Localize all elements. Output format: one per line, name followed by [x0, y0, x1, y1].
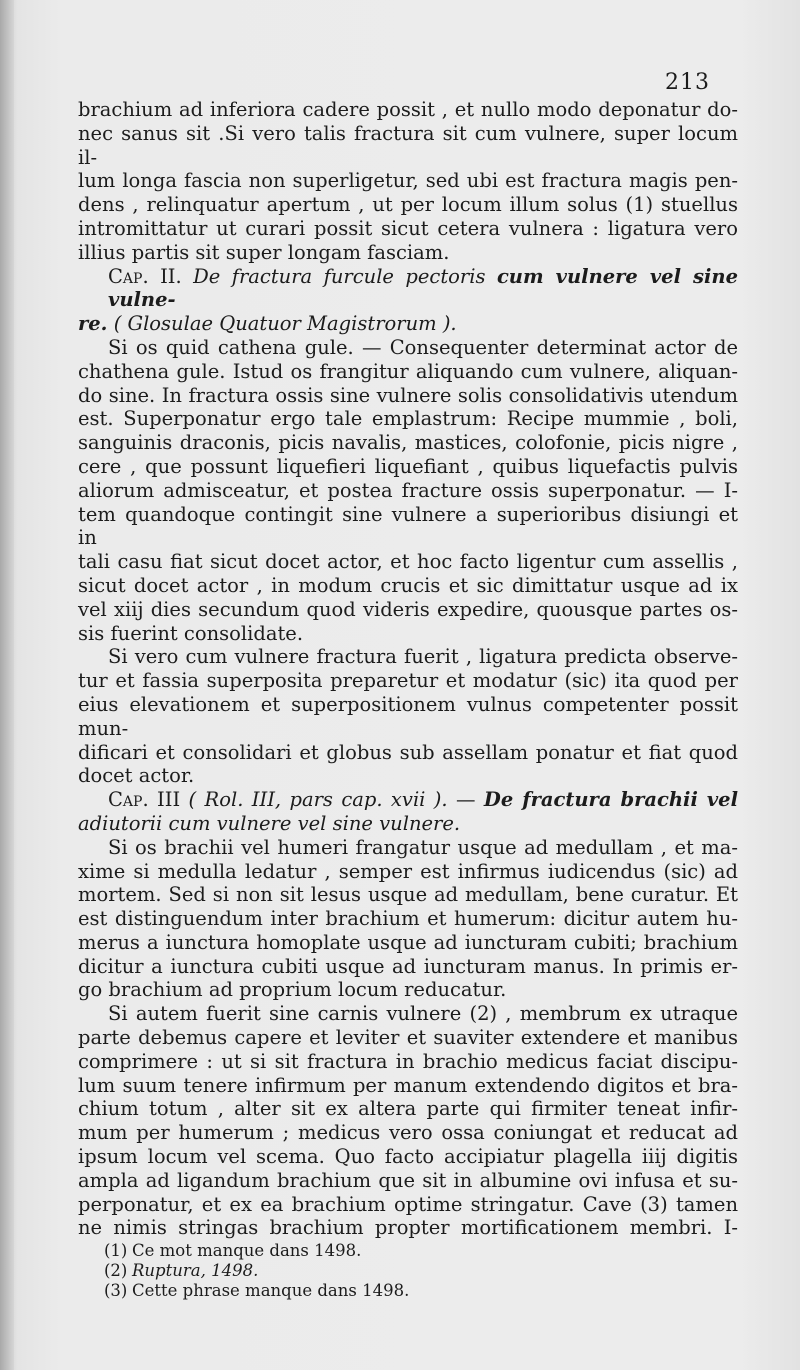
- chapter-title: adiutorii cum vulnere vel sine vulnere.: [78, 811, 461, 835]
- text-line: do sine. In fractura ossis sine vulnere solis consolidativis utendum: [78, 383, 738, 407]
- text-line: mum per humerum ; medicus vero ossa coniungat et reducat ad: [78, 1121, 738, 1145]
- text-line: dificari et consolidari et globus sub assellam ponatur et fiat quod: [78, 740, 738, 764]
- text-line: eius elevationem et superpositionem vulnus competenter possit mun-: [78, 692, 738, 740]
- text-line: dicitur a iunctura cubiti usque ad iuncturam manus. In primis er-: [78, 954, 738, 978]
- page-number: 213: [665, 70, 710, 95]
- chapter-source: ( Rol. III, pars cap. xvii ).: [188, 788, 448, 812]
- text-line: go brachium ad proprium locum reducatur.: [78, 978, 507, 1002]
- chapter-title: De fractura brachii vel: [483, 788, 738, 812]
- footnote: [104, 1241, 524, 1261]
- text-line: xime si medulla ledatur , semper est infirmus iudicendus (sic) ad: [78, 859, 738, 883]
- chapter-title: cum vulnere vel sine vulne-: [108, 264, 738, 312]
- footnote-text: Cette phrase manque dans 1498.: [132, 1281, 410, 1300]
- footnote-mark: (2): [104, 1261, 128, 1280]
- heading-dash: —: [456, 788, 476, 812]
- footnote-mark: (3): [104, 1281, 128, 1300]
- chapter-2-paragraph-2: [78, 645, 738, 788]
- text-line: comprimere : ut si sit fractura in brachio medicus faciat discipu-: [78, 1049, 738, 1073]
- footnote: [104, 1281, 524, 1301]
- text-line: lum longa fascia non superligetur, sed ubi est fractura magis pen-: [78, 169, 738, 193]
- chapter-label: Cap. II.: [108, 264, 182, 288]
- text-line: Si os quid cathena gule. — Consequenter determinat actor de: [108, 335, 738, 359]
- continued-paragraph: [78, 98, 738, 265]
- chapter-3-paragraph-1: [78, 836, 738, 1003]
- chapter-source: ( Glosulae Quatuor Magistrorum ).: [113, 312, 457, 336]
- text-line: ipsum locum vel scema. Quo facto accipiatur plagella iiij digitis: [78, 1145, 738, 1169]
- chapter-title: re.: [78, 312, 108, 336]
- text-line: merus a iunctura homoplate usque ad iuncturam cubiti; brachium: [78, 930, 738, 954]
- text-line: chathena gule. Istud os frangitur aliquando cum vulnere, aliquan-: [78, 359, 738, 383]
- text-line: illius partis sit super longam fasciam.: [78, 240, 450, 264]
- text-line: est. Superponatur ergo tale emplastrum: Recipe mummie , boli,: [78, 407, 738, 431]
- text-line: sis fuerint consolidate.: [78, 621, 304, 645]
- footnotes: [104, 1241, 524, 1301]
- text-line: perponatur, et ex ea brachium optime stringatur. Cave (3) tamen: [78, 1192, 738, 1216]
- text-line: Si vero cum vulnere fractura fuerit , ligatura predicta observe-: [108, 645, 738, 669]
- footnote-mark: (1): [104, 1241, 128, 1260]
- text-line: mortem. Sed si non sit lesus usque ad medullam, bene curatur. Et: [78, 883, 738, 907]
- text-line: aliorum admisceatur, et postea fracture ossis superponatur. — I-: [78, 478, 738, 502]
- chapter-3-heading: [78, 788, 738, 836]
- chapter-2-heading: [78, 265, 738, 336]
- text-line: tem quandoque contingit sine vulnere a superioribus disiungi et in: [78, 502, 738, 550]
- text-line: tur et fassia superposita preparetur et modatur (sic) ita quod per: [78, 669, 738, 693]
- text-line: est distinguendum inter brachium et humerum: dicitur autem hu-: [78, 907, 738, 931]
- main-text: [78, 98, 738, 1240]
- chapter-2-paragraph-1: [78, 336, 738, 645]
- footnote-text: Ruptura, 1498.: [132, 1261, 259, 1280]
- text-line: Si autem fuerit sine carnis vulnere (2) , membrum ex utraque: [108, 1002, 738, 1026]
- text-line: docet actor.: [78, 764, 195, 788]
- chapter-label: Cap. III: [108, 788, 181, 812]
- footnote: [104, 1261, 524, 1281]
- text-line: tali casu fiat sicut docet actor, et hoc facto ligentur cum assellis ,: [78, 550, 738, 574]
- text-line: sanguinis draconis, picis navalis, mastices, colofonie, picis nigre ,: [78, 431, 738, 455]
- text-line: chium totum , alter sit ex altera parte qui firmiter teneat infir-: [78, 1097, 738, 1121]
- text-line: parte debemus capere et leviter et suaviter extendere et manibus: [78, 1026, 738, 1050]
- chapter-title: De fractura furcule pectoris: [193, 264, 486, 288]
- text-line: ne nimis stringas brachium propter mortificationem membri. I-: [78, 1216, 738, 1240]
- text-line: brachium ad inferiora cadere possit , et nullo modo deponatur do-: [78, 98, 738, 121]
- text-line: Si os brachii vel humeri frangatur usque ad medullam , et ma-: [108, 835, 738, 859]
- text-line: vel xiij dies secundum quod videris expedire, quousque partes os-: [78, 597, 738, 621]
- text-line: ampla ad ligandum brachium que sit in albumine ovi infusa et su-: [78, 1168, 738, 1192]
- text-line: dens , relinquatur apertum , ut per locum illum solus (1) stuellus: [78, 193, 738, 217]
- text-line: cere , que possunt liquefieri liquefiant , quibus liquefactis pulvis: [78, 454, 738, 478]
- footnote-text: Ce mot manque dans 1498.: [132, 1241, 362, 1260]
- text-line: sicut docet actor , in modum crucis et sic dimittatur usque ad ix: [78, 573, 738, 597]
- text-line: nec sanus sit .Si vero talis fractura sit cum vulnere, super locum il-: [78, 121, 738, 169]
- text-line: intromittatur ut curari possit sicut cetera vulnera : ligatura vero: [78, 216, 738, 240]
- text-line: lum suum tenere infirmum per manum extendendo digitos et bra-: [78, 1073, 738, 1097]
- chapter-3-paragraph-2: [78, 1002, 738, 1240]
- book-spine-shadow: [0, 0, 14, 1370]
